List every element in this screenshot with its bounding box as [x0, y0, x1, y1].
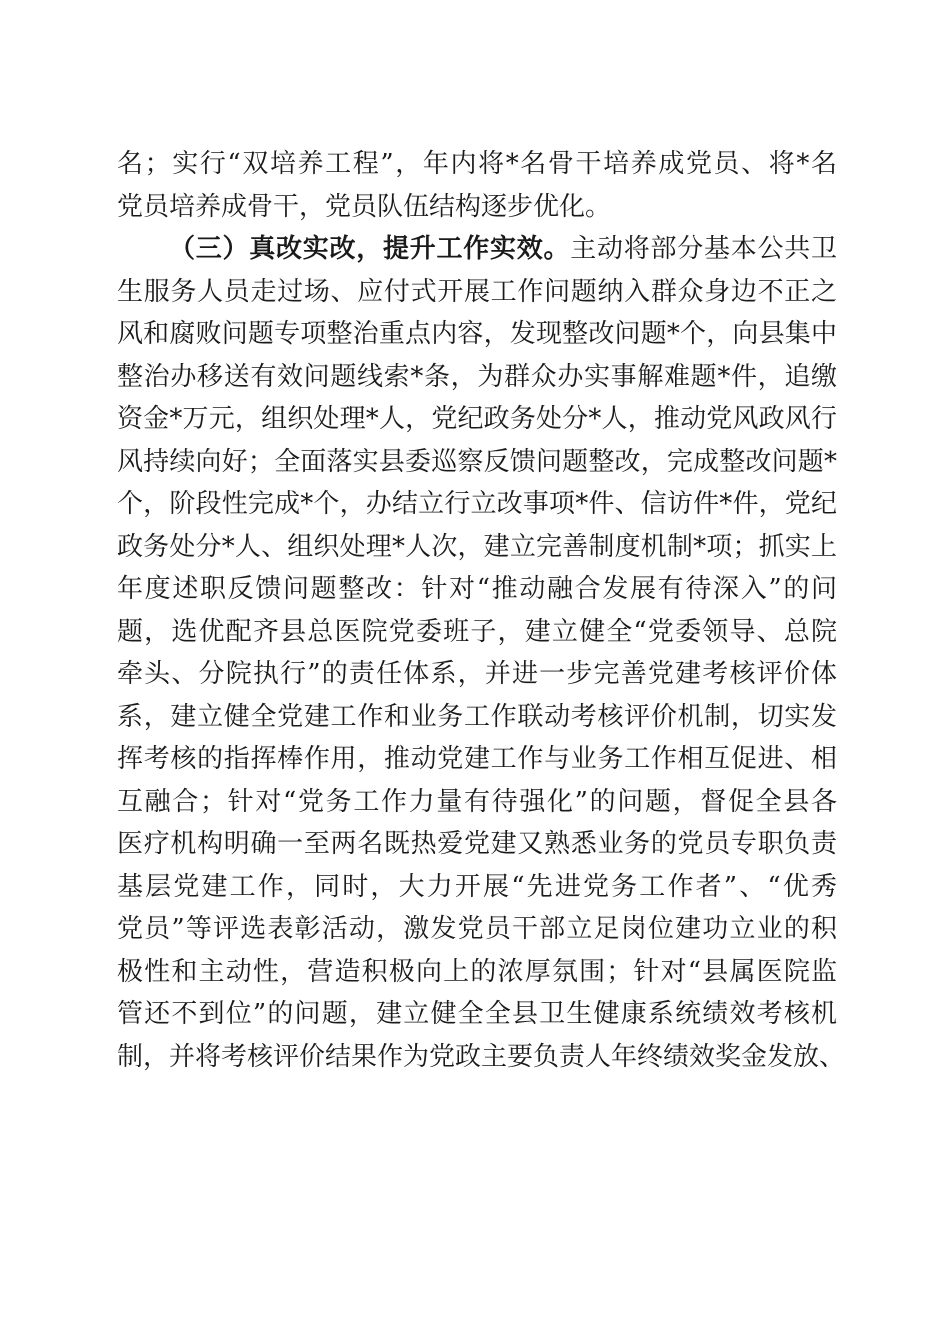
paragraph-1-line-1: 名；实行“双培养工程”，年内将*名骨干培养成党员、将*名	[117, 149, 837, 179]
section-heading: （三）真改实改，提升工作实效。	[169, 234, 571, 264]
body-text	[117, 143, 846, 1078]
paragraph-2-line: 制，并将考核评价结果作为党政主要负责人年终绩效奖金发放、	[117, 1041, 846, 1072]
paragraph-2-line: 年度述职反馈问题整改：针对“推动融合发展有待深入”的问	[117, 574, 837, 604]
paragraph-2-line: 资金*万元，组织处理*人，党纪政务处分*人，推动党风政风行	[117, 404, 837, 434]
paragraph-2-first-line	[117, 228, 837, 271]
paragraph-2-first-line-text: 主动将部分基本公共卫	[570, 234, 837, 264]
paragraph-2-line: 题，选优配齐县总医院党委班子，建立健全“党委领导、总院	[117, 616, 837, 647]
paragraph-2-line: 整治办移送有效问题线索*条，为群众办实事解难题*件，追缴	[117, 361, 837, 392]
paragraph-2-line: 风持续向好；全面落实县委巡察反馈问题整改，完成整改问题*	[117, 446, 837, 477]
paragraph-2-line: 互融合；针对“党务工作力量有待强化”的问题，督促全县各	[117, 786, 837, 817]
paragraph-2-line: 党员”等评选表彰活动，激发党员干部立足岗位建功立业的积	[117, 914, 837, 944]
paragraph-1-line-2: 党员培养成骨干，党员队伍结构逐步优化。	[117, 191, 612, 222]
paragraph-2-line: 个，阶段性完成*个，办结立行立改事项*件、信访件*件，党纪	[117, 489, 837, 519]
paragraph-2-line: 医疗机构明确一至两名既热爱党建又熟悉业务的党员专职负责	[117, 829, 837, 859]
paragraph-2-line: 挥考核的指挥棒作用，推动党建工作与业务工作相互促进、相	[117, 744, 837, 774]
paragraph-2-line: 政务处分*人、组织处理*人次，建立完善制度机制*项；抓实上	[117, 531, 837, 562]
paragraph-2-line: 系，建立健全党建工作和业务工作联动考核评价机制，切实发	[117, 701, 837, 732]
paragraph-2-line: 基层党建工作，同时，大力开展“先进党务工作者”、“优秀	[117, 871, 837, 902]
paragraph-2-line: 生服务人员走过场、应付式开展工作问题纳入群众身边不正之	[117, 276, 837, 307]
paragraph-2-line: 牵头、分院执行”的责任体系，并进一步完善党建考核评价体	[117, 659, 837, 689]
paragraph-2-line: 风和腐败问题专项整治重点内容，发现整改问题*个，向县集中	[117, 319, 837, 349]
paragraph-2-line: 管还不到位”的问题，建立健全全县卫生健康系统绩效考核机	[117, 999, 837, 1029]
paragraph-2-line: 极性和主动性，营造积极向上的浓厚氛围；针对“县属医院监	[117, 956, 837, 987]
